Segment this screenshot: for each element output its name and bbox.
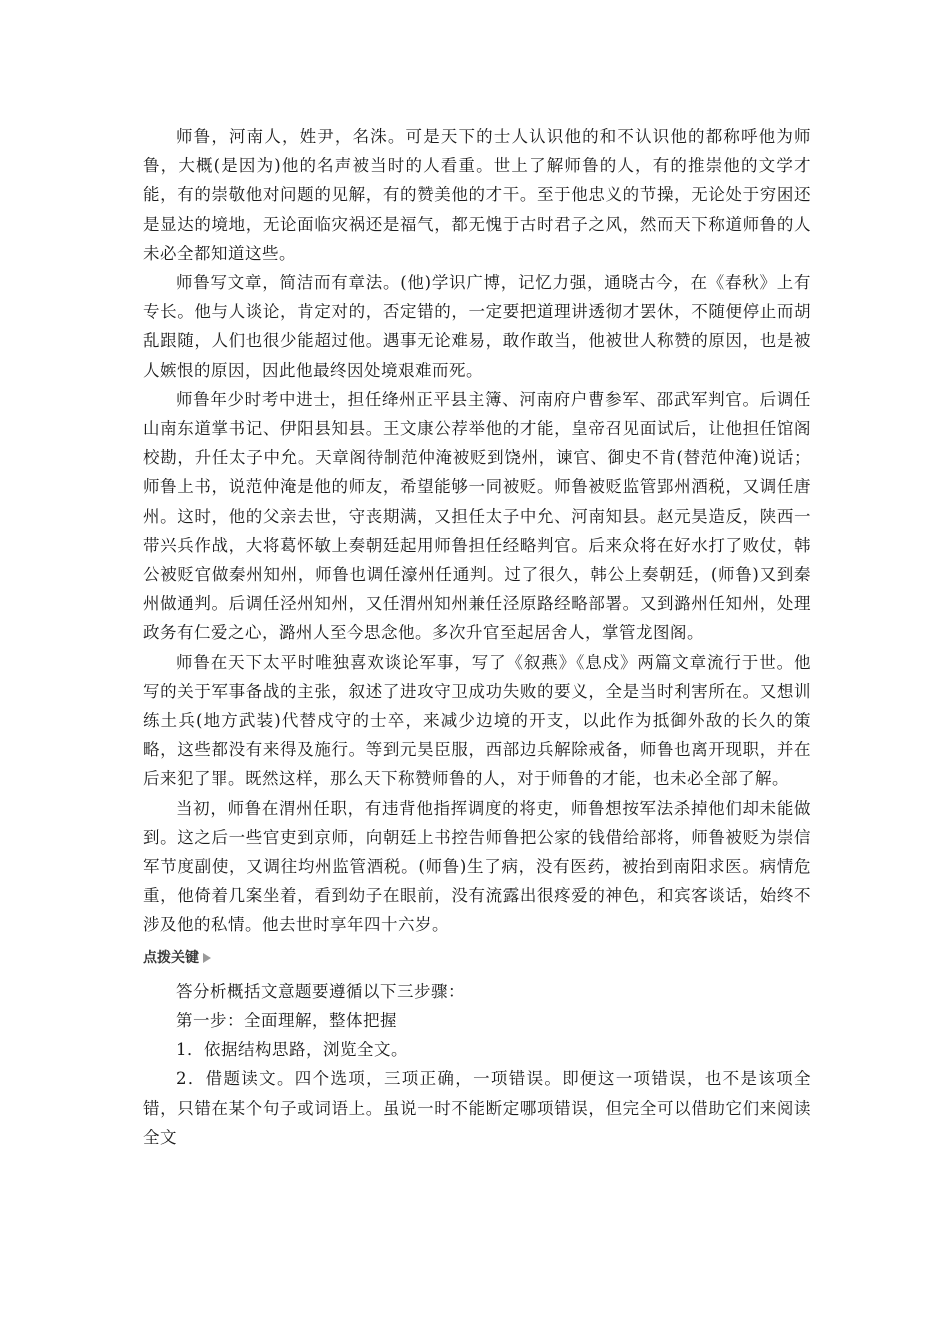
paragraph-military: 师鲁在天下太平时唯独喜欢谈论军事，写了《叙燕》《息戍》两篇文章流行于世。他写的关于军事备战的主张，叙述了进攻守卫成功失败的要义，全是当时利害所在。又想训练土兵(地方武装)代替戍守的士卒，来减少边境的开支，以此作为抵御外敌的长久的策略，这些都没有来得及施行。等到元昊臣服，西部边兵解除戒备，师鲁也离开现职，并在后来犯了罪。既然这样，那么天下称赞师鲁的人，对于师鲁的才能，也未必全部了解。 bbox=[143, 652, 811, 789]
paragraph-writing: 师鲁写文章，简洁而有章法。(他)学识广博，记忆力强，通晓古今，在《春秋》上有专长。他与人谈论，肯定对的，否定错的，一定要把道理讲透彻才罢休，不随便停止而胡乱跟随，人们也很少能超过他。遇事无论难易，敢作敢当，他被世人称赞的原因，也是被人嫉恨的原因，因此他最终因处境艰难而死。 bbox=[143, 273, 811, 380]
analysis-intro-line: 答分析概括文意题要遵循以下三步骤： bbox=[176, 981, 465, 1001]
analysis-step-one: 第一步：全面理解，整体把握 bbox=[176, 1010, 397, 1030]
paragraph-intro: 师鲁，河南人，姓尹，名洙。可是天下的士人认识他的和不认识他的都称呼他为师鲁，大概(是因为)他的名声被当时的人看重。世上了解师鲁的人，有的推崇他的文学才能，有的崇敬他对问题的见解，有的赞美他的才干。至于他忠义的节操，无论处于穷困还是显达的境地，无论面临灾祸还是福气，都无愧于古时君子之风，然而天下称道师鲁的人未必全都知道这些。 bbox=[143, 127, 811, 263]
section-heading-label: 点拨关键 bbox=[143, 949, 199, 966]
section-heading bbox=[143, 944, 811, 973]
paragraph-final-years: 当初，师鲁在渭州任职，有违背他指挥调度的将吏，师鲁想按军法杀掉他们却未能做到。这之后一些官吏到京师，向朝廷上书控告师鲁把公家的钱借给部将，师鲁被贬为崇信军节度副使，又调往均州监管酒税。(师鲁)生了病，没有医药，被抬到南阳求医。病情危重，他倚着几案坐着，看到幼子在眼前，没有流露出很疼爱的神色，和宾客谈话，始终不涉及他的私情。他去世时享年四十六岁。 bbox=[143, 798, 811, 935]
analysis-point-two: 2．借题读文。四个选项，三项正确，一项错误。即便这一项错误，也不是该项全错，只错在某个句子或词语上。虽说一时不能断定哪项错误，但完全可以借助它们来阅读全文 bbox=[143, 1069, 811, 1147]
document-body bbox=[143, 122, 811, 1152]
paragraph-career: 师鲁年少时考中进士，担任绛州正平县主簿、河南府户曹参军、邵武军判官。后调任山南东道掌书记、伊阳县知县。王文康公荐举他的才能，皇帝召见面试后，让他担任馆阁校勘，升任太子中允。天章阁待制范仲淹被贬到饶州，谏官、御史不肯(替范仲淹)说话；师鲁上书，说范仲淹是他的师友，希望能够一同被贬。师鲁被贬监管郢州酒税，又调任唐州。这时，他的父亲去世，守丧期满，又担任太子中允、河南知县。赵元昊造反，陕西一带兴兵作战，大将葛怀敏上奏朝廷起用师鲁担任经略判官。后来众将在好水打了败仗，韩公被贬官做秦州知州，师鲁也调任濠州任通判。过了很久，韩公上奏朝廷，(师鲁)又到秦州做通判。后调任泾州知州，又任渭州知州兼任泾原路经略部署。又到潞州任知州，处理政务有仁爱之心，潞州人至今思念他。多次升官至起居舍人，掌管龙图阁。 bbox=[143, 389, 811, 643]
triangle-right-icon bbox=[203, 953, 211, 963]
analysis-point-one: 1．依据结构思路，浏览全文。 bbox=[176, 1040, 408, 1060]
